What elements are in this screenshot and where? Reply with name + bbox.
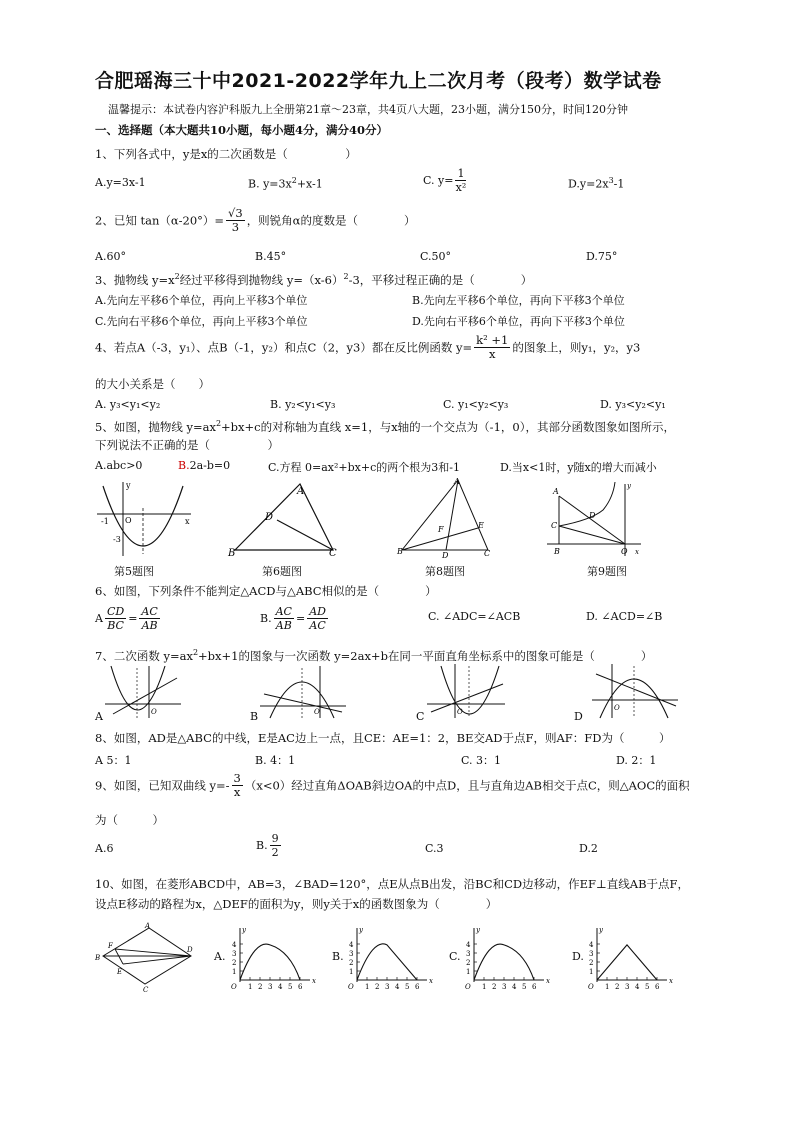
y-tick-label: 1 — [349, 968, 354, 976]
figure-q7-d — [590, 662, 680, 720]
q10-option-d: D. — [572, 950, 584, 963]
axis-x-label: x — [312, 977, 316, 985]
question-5-line2: 下列说法不正确的是（ ） — [95, 438, 279, 452]
question-4: 4、若点A（-3，y₁）、点B（-1，y₂）和点C（2，y3）都在反比例函数 y= $\frac{\text{k² +1}}{x}$ 的图象上，则y₁，y₂，y3 — [95, 333, 641, 361]
q7-option-a: A — [95, 710, 103, 723]
q9-option-c: C.3 — [425, 842, 444, 855]
q4-option-d: D. y₃<y₂<y₁ — [600, 398, 666, 411]
page-title: 合肥瑶海三十中2021-2022学年九上二次月考（段考）数学试卷 — [95, 70, 662, 92]
y-tick-label: 2 — [589, 959, 594, 967]
x-tick-label: 5 — [288, 983, 293, 991]
axis-y-label: y — [242, 926, 246, 934]
question-9: 9、如图，已知双曲线 y=- $\frac{3}{x}$ （x<0）经过直角ΔOAB斜边OA的中点D，且与直角边AB相交于点C，则△AOC的面积 — [95, 771, 690, 799]
question-10: 10、如图，在菱形ABCD中，AB=3，∠BAD=120°，点E从点B出发，沿BC和CD边移动，作EF⊥直线AB于点F， — [95, 877, 690, 891]
x-tick-label: 4 — [512, 983, 517, 991]
svg-text:y: y — [627, 482, 631, 490]
x-tick-label: 1 — [605, 983, 610, 991]
question-7: 7、二次函数 $y=ax^2+bx+1$的图象与一次函数 y=2ax+b在同一平面直角坐标系中的图象可能是（ ） — [95, 648, 653, 663]
question-6: 6、如图，下列条件不能判定△ACD与△ABC相似的是（ ） — [95, 584, 437, 598]
svg-text:A: A — [553, 487, 559, 496]
y-tick-label: 3 — [466, 950, 471, 958]
axis-origin: O — [588, 983, 594, 991]
svg-text:A: A — [297, 486, 305, 497]
q9-option-a: A.6 — [95, 842, 114, 855]
caption-fig6: 第6题图 — [262, 565, 302, 578]
question-3: 3、抛物线 $y=x^2$经过平移得到抛物线 $y=(x-6)^2-3$，平移过程正确的是（ ） — [95, 272, 533, 287]
q2-option-d: D.75° — [586, 250, 618, 263]
f5-x-label: x — [185, 517, 190, 526]
q6-option-a: A $\frac{CD}{BC}$ = $\frac{AC}{AB}$ — [95, 605, 158, 632]
x-tick-label: 4 — [278, 983, 283, 991]
caption-fig5: 第5题图 — [114, 565, 154, 578]
svg-text:D: D — [187, 946, 193, 954]
svg-text:O: O — [314, 708, 320, 716]
figure-q8 — [396, 476, 496, 560]
question-9-line2: 为（ ） — [95, 813, 164, 827]
q3-option-a: A.先向左平移6个单位，再向上平移3个单位 — [95, 294, 308, 307]
x-tick-label: 3 — [268, 983, 273, 991]
svg-text:A: A — [145, 922, 151, 930]
q10-option-c: C. — [449, 950, 461, 963]
x-tick-label: 3 — [502, 983, 507, 991]
q5-option-d: D.当x<1时，y随x的增大而减小 — [500, 461, 657, 474]
x-tick-label: 6 — [655, 983, 660, 991]
q5-option-b: B.2a-b=0 — [178, 459, 231, 472]
figure-q7-c — [425, 662, 507, 720]
x-tick-label: 6 — [532, 983, 537, 991]
svg-text:C: C — [329, 548, 337, 559]
axis-y-label: y — [359, 926, 363, 934]
section-heading: 一、选择题（本大题共10小题，每小题4分，满分40分） — [95, 123, 389, 137]
q10-graph-d — [583, 924, 675, 990]
y-tick-label: 1 — [466, 968, 471, 976]
q4-option-c: C. y₁<y₂<y₃ — [443, 398, 509, 411]
function-curve — [240, 944, 300, 980]
q2-option-a: A.60° — [95, 250, 126, 263]
x-tick-label: 5 — [522, 983, 527, 991]
exam-tip: 温馨提示：本试卷内容沪科版九上全册第21章～23章，共4页八大题，23小题，满分150分，时间120分钟 — [108, 103, 628, 116]
svg-text:O: O — [614, 704, 620, 712]
svg-text:B: B — [95, 954, 101, 962]
x-tick-label: 4 — [395, 983, 400, 991]
figure-q5 — [95, 478, 195, 558]
figure-q10-rhombus — [95, 922, 195, 992]
q9-option-d: D.2 — [579, 842, 598, 855]
x-tick-label: 2 — [258, 983, 263, 991]
q10-graph-c — [460, 924, 552, 990]
figure-q7-b — [258, 664, 348, 720]
question-2: 2、已知 tan（α-20°）= $\frac{√3}{3}$ ，则锐角α的度数是（ ） — [95, 206, 416, 234]
q2-option-c: C.50° — [420, 250, 452, 263]
svg-text:F: F — [438, 525, 444, 534]
y-tick-label: 4 — [589, 941, 594, 949]
f5-y-label: y — [126, 481, 131, 490]
svg-text:O: O — [621, 547, 628, 556]
svg-text:C: C — [551, 521, 558, 530]
q6-option-c: C. ∠ADC=∠ACB — [428, 610, 521, 623]
x-tick-label: 2 — [615, 983, 620, 991]
y-tick-label: 4 — [466, 941, 471, 949]
q10-graph-a — [226, 924, 314, 990]
axis-y-label: y — [599, 926, 603, 934]
q9-option-b: B. $\frac{9}{2}$ — [256, 832, 279, 859]
axis-origin: O — [231, 983, 237, 991]
q1-option-a: A.y=3x-1 — [95, 176, 146, 189]
axis-x-label: x — [669, 977, 673, 985]
svg-text:F: F — [108, 942, 113, 950]
q8-option-c: C. 3：1 — [461, 754, 502, 767]
q6-option-b: B. $\frac{AC}{AB}$ = $\frac{AD}{AC}$ — [260, 605, 326, 632]
q4-option-b: B. y₂<y₁<y₃ — [270, 398, 336, 411]
q10-graph-b — [343, 924, 431, 990]
svg-text:D: D — [265, 512, 274, 523]
x-tick-label: 1 — [365, 983, 370, 991]
f5-minus3: -3 — [113, 535, 121, 544]
q1-option-c: C. y= $\frac{1}{\text{x²}}$ — [423, 167, 467, 194]
x-tick-label: 5 — [645, 983, 650, 991]
svg-text:A: A — [454, 477, 460, 486]
q8-option-d: D. 2：1 — [616, 754, 657, 767]
caption-fig8: 第8题图 — [425, 565, 465, 578]
q1-option-b: B. $y=3x^2+x-1$ — [248, 176, 323, 191]
function-curve — [474, 944, 534, 980]
q10-option-b: B. — [332, 950, 344, 963]
q1-option-d: $D.y=2x^3-1$ — [568, 176, 625, 191]
y-tick-label: 4 — [349, 941, 354, 949]
x-tick-label: 2 — [492, 983, 497, 991]
x-tick-label: 5 — [405, 983, 410, 991]
f5-minus1: -1 — [101, 517, 109, 526]
function-curve — [357, 944, 417, 980]
q5-option-c: C.方程 0=ax²+bx+c的两个根为3和-1 — [268, 461, 460, 474]
svg-text:E: E — [117, 968, 123, 976]
q3-option-d: D.先向右平移6个单位，再向下平移3个单位 — [412, 315, 625, 328]
svg-text:E: E — [478, 521, 484, 530]
q5-option-a: A.abc>0 — [95, 459, 143, 472]
y-tick-label: 1 — [589, 968, 594, 976]
y-tick-label: 2 — [349, 959, 354, 967]
q3-option-c: C.先向右平移6个单位，再向上平移3个单位 — [95, 315, 308, 328]
q7-option-b: B — [250, 710, 259, 723]
x-tick-label: 3 — [385, 983, 390, 991]
svg-text:O: O — [457, 708, 463, 716]
y-tick-label: 2 — [232, 959, 237, 967]
axis-origin: O — [465, 983, 471, 991]
q8-option-b: B. 4：1 — [255, 754, 296, 767]
axis-origin: O — [348, 983, 354, 991]
y-tick-label: 3 — [589, 950, 594, 958]
x-tick-label: 6 — [298, 983, 303, 991]
q3-option-b: B.先向左平移6个单位，再向下平移3个单位 — [412, 294, 625, 307]
x-tick-label: 1 — [248, 983, 253, 991]
svg-text:D: D — [589, 511, 596, 520]
y-tick-label: 3 — [349, 950, 354, 958]
y-tick-label: 2 — [466, 959, 471, 967]
y-tick-label: 1 — [232, 968, 237, 976]
x-tick-label: 4 — [635, 983, 640, 991]
question-10-line2: 设点E移动的路程为x，△DEF的面积为y，则y关于x的函数图象为（ ） — [95, 897, 498, 911]
question-1: 1、下列各式中，y是x的二次函数是（ ） — [95, 147, 357, 161]
svg-text:O: O — [151, 708, 157, 716]
svg-text:C: C — [484, 549, 491, 558]
svg-text:x: x — [635, 548, 639, 556]
q2-option-b: B.45° — [255, 250, 287, 263]
svg-text:C: C — [143, 986, 149, 994]
axis-y-label: y — [476, 926, 480, 934]
q7-option-c: C — [416, 710, 425, 723]
q4-option-a: A. y₃<y₁<y₂ — [95, 398, 161, 411]
y-tick-label: 3 — [232, 950, 237, 958]
x-tick-label: 3 — [625, 983, 630, 991]
axis-x-label: x — [429, 977, 433, 985]
svg-text:B: B — [228, 548, 236, 559]
q10-option-a: A. — [214, 950, 226, 963]
question-5: 5、如图，抛物线 $y=ax^2+bx+c$的对称轴为直线 x=1，与x轴的一个交点为（-1，0），其部分函数图象如图所示， — [95, 419, 675, 434]
q6-option-d: D. ∠ACD=∠B — [586, 610, 663, 623]
y-tick-label: 4 — [232, 941, 237, 949]
figure-q9 — [545, 480, 645, 560]
figure-q7-a — [103, 664, 183, 720]
function-curve — [597, 945, 657, 980]
x-tick-label: 2 — [375, 983, 380, 991]
x-tick-label: 1 — [482, 983, 487, 991]
svg-text:B: B — [397, 547, 403, 556]
axis-x-label: x — [546, 977, 550, 985]
q7-option-d: D — [574, 710, 583, 723]
figure-q6 — [225, 480, 345, 560]
question-4-line2: 的大小关系是（ ） — [95, 377, 210, 391]
caption-fig9: 第9题图 — [587, 565, 627, 578]
svg-text:B: B — [554, 547, 560, 556]
question-8: 8、如图，AD是△ABC的中线，E是AC边上一点，且CE：AE=1：2，BE交AD于点F，则AF：FD为（ ） — [95, 731, 671, 745]
q8-option-a: A 5：1 — [95, 754, 132, 767]
x-tick-label: 6 — [415, 983, 420, 991]
svg-text:D: D — [442, 551, 449, 560]
f5-origin: O — [125, 516, 132, 525]
